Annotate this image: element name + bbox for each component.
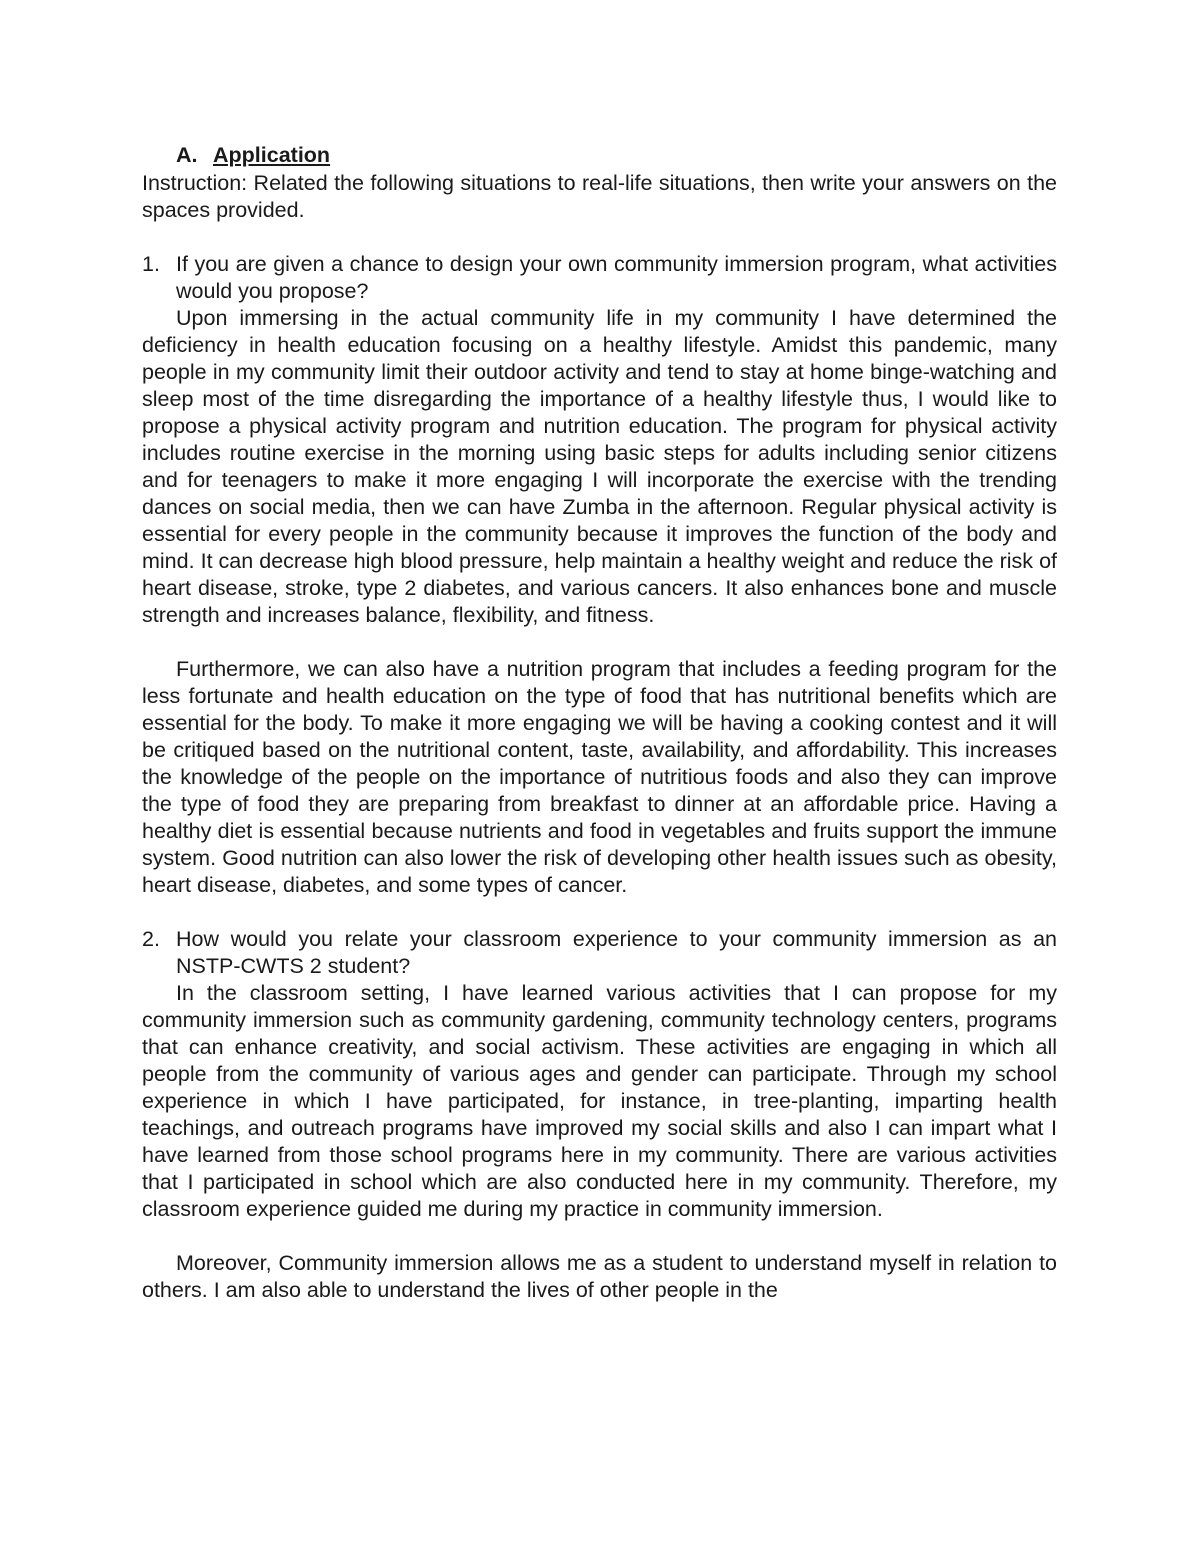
- question-block: [142, 926, 1057, 1304]
- question-number: 1.: [142, 252, 160, 276]
- question-text: How would you relate your classroom experience to your community immersion as an NSTP-CWTS 2 student?: [176, 927, 1057, 978]
- question-prompt: [142, 926, 1057, 980]
- document-page: [142, 140, 1057, 1304]
- answer-paragraph: Furthermore, we can also have a nutrition program that includes a feeding program for the less fortunate and health education on the type of food that has nutritional benefits which are essential for the body. To make it more engaging we will be having a cooking contest and it will be critiqued based on the nutritional content, taste, availability, and affordability. This increases the knowledge of the people on the importance of nutritious foods and also they can improve the type of food they are preparing from breakfast to dinner at an affordable price. Having a healthy diet is essential because nutrients and food in vegetables and fruits support the immune system. Good nutrition can also lower the risk of developing other health issues such as obesity, heart disease, diabetes, and some types of cancer.: [142, 657, 1057, 897]
- answer-paragraph: Moreover, Community immersion allows me as a student to understand myself in relation to others. I am also able to understand the lives of other people in the: [142, 1251, 1057, 1302]
- question-prompt: [142, 251, 1057, 305]
- answer-paragraph: In the classroom setting, I have learned various activities that I can propose for my community immersion such as community gardening, community technology centers, programs that can enhance creativity, and social activism. These activities are engaging in which all people from the community of various ages and gender can participate. Through my school experience in which I have participated, for instance, in tree-planting, imparting health teachings, and outreach programs have improved my social skills and also I can impart what I have learned from those school programs here in my community. There are various activities that I participated in school which are also conducted here in my community. Therefore, my classroom experience guided me during my practice in community immersion.: [142, 981, 1057, 1221]
- section-heading: [142, 140, 1057, 170]
- instruction-text: Instruction: Related the following situations to real-life situations, then write your answers on the spaces provided.: [142, 171, 1057, 222]
- section-letter: A.: [176, 143, 198, 167]
- question-block: [142, 251, 1057, 899]
- question-text: If you are given a chance to design your own community immersion program, what activities would you propose?: [176, 252, 1057, 303]
- answer-paragraph: Upon immersing in the actual community life in my community I have determined the deficiency in health education focusing on a healthy lifestyle. Amidst this pandemic, many people in my community limit their outdoor activity and tend to stay at home binge-watching and sleep most of the time disregarding the importance of a healthy lifestyle thus, I would like to propose a physical activity program and nutrition education. The program for physical activity includes routine exercise in the morning using basic steps for adults including senior citizens and for teenagers to make it more engaging I will incorporate the exercise with the trending dances on social media, then we can have Zumba in the afternoon. Regular physical activity is essential for every people in the community because it improves the function of the body and mind. It can decrease high blood pressure, help maintain a healthy weight and reduce the risk of heart disease, stroke, type 2 diabetes, and various cancers. It also enhances bone and muscle strength and increases balance, flexibility, and fitness.: [142, 306, 1057, 627]
- section-title: Application: [213, 143, 331, 167]
- question-number: 2.: [142, 927, 160, 951]
